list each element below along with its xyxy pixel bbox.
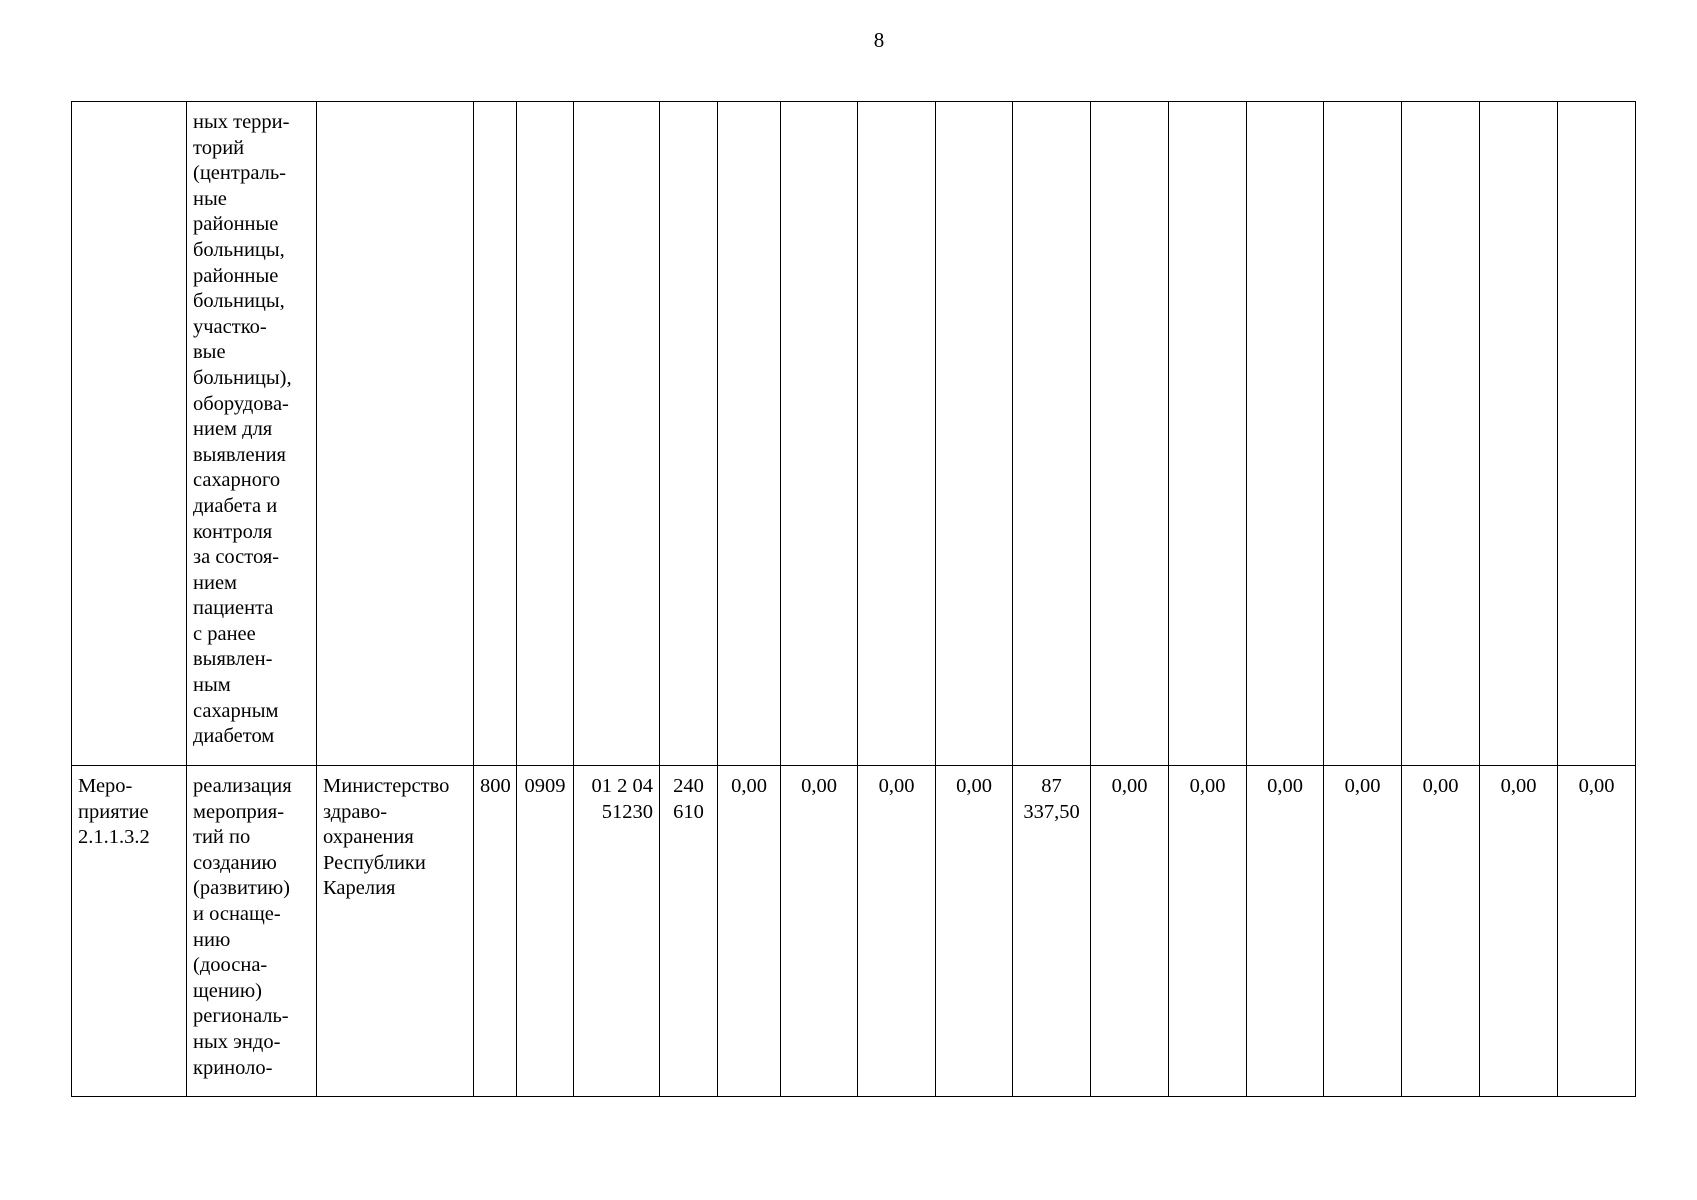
cell-year-1 — [718, 102, 781, 766]
cell-csr: 01 2 04 51230 — [574, 766, 660, 1097]
cell-year-3 — [858, 102, 936, 766]
cell-responsible — [317, 102, 474, 766]
cell-year-9: 0,00 — [1324, 766, 1402, 1097]
cell-year-4 — [936, 102, 1013, 766]
cell-year-6: 0,00 — [1091, 766, 1169, 1097]
cell-year-7: 0,00 — [1169, 766, 1247, 1097]
cell-rzpr: 0909 — [517, 766, 574, 1097]
cell-grbs: 800 — [474, 766, 517, 1097]
cell-year-4: 0,00 — [936, 766, 1013, 1097]
cell-year-2: 0,00 — [781, 766, 858, 1097]
program-measures-table — [71, 101, 1636, 1097]
cell-year-5: 87 337,50 — [1013, 766, 1091, 1097]
cell-year-2 — [781, 102, 858, 766]
cell-year-1: 0,00 — [718, 766, 781, 1097]
cell-year-7 — [1169, 102, 1247, 766]
cell-measure-description: реализация мероприя- тий по созданию (развитию) и оснаще- нию (доосна- щению) региональ- ных эндо- криноло- — [187, 766, 317, 1097]
cell-year-10 — [1402, 102, 1480, 766]
cell-responsible: Министерство здраво- охранения Республики Карелия — [317, 766, 474, 1097]
cell-year-11: 0,00 — [1480, 766, 1558, 1097]
cell-grbs — [474, 102, 517, 766]
cell-year-6 — [1091, 102, 1169, 766]
cell-year-3: 0,00 — [858, 766, 936, 1097]
cell-year-5 — [1013, 102, 1091, 766]
cell-year-12: 0,00 — [1558, 766, 1636, 1097]
cell-csr — [574, 102, 660, 766]
cell-vr — [660, 102, 718, 766]
table-row-measure — [72, 766, 1636, 1097]
cell-status: Меро- приятие 2.1.1.3.2 — [72, 766, 187, 1097]
cell-year-8 — [1247, 102, 1324, 766]
cell-year-12 — [1558, 102, 1636, 766]
cell-status — [72, 102, 187, 766]
cell-rzpr — [517, 102, 574, 766]
cell-year-8: 0,00 — [1247, 766, 1324, 1097]
cell-measure-description: ных терри- торий (централь- ные районные больницы, районные больницы, участко- вые больницы), оборудова- нием для выявления сахарного диабета и контроля за состоя- нием пациента с ранее выявлен- ным сахарным диабетом — [187, 102, 317, 766]
table-row-continuation — [72, 102, 1636, 766]
cell-year-9 — [1324, 102, 1402, 766]
page-number: 8 — [873, 28, 885, 52]
cell-year-10: 0,00 — [1402, 766, 1480, 1097]
cell-vr: 240 610 — [660, 766, 718, 1097]
cell-year-11 — [1480, 102, 1558, 766]
